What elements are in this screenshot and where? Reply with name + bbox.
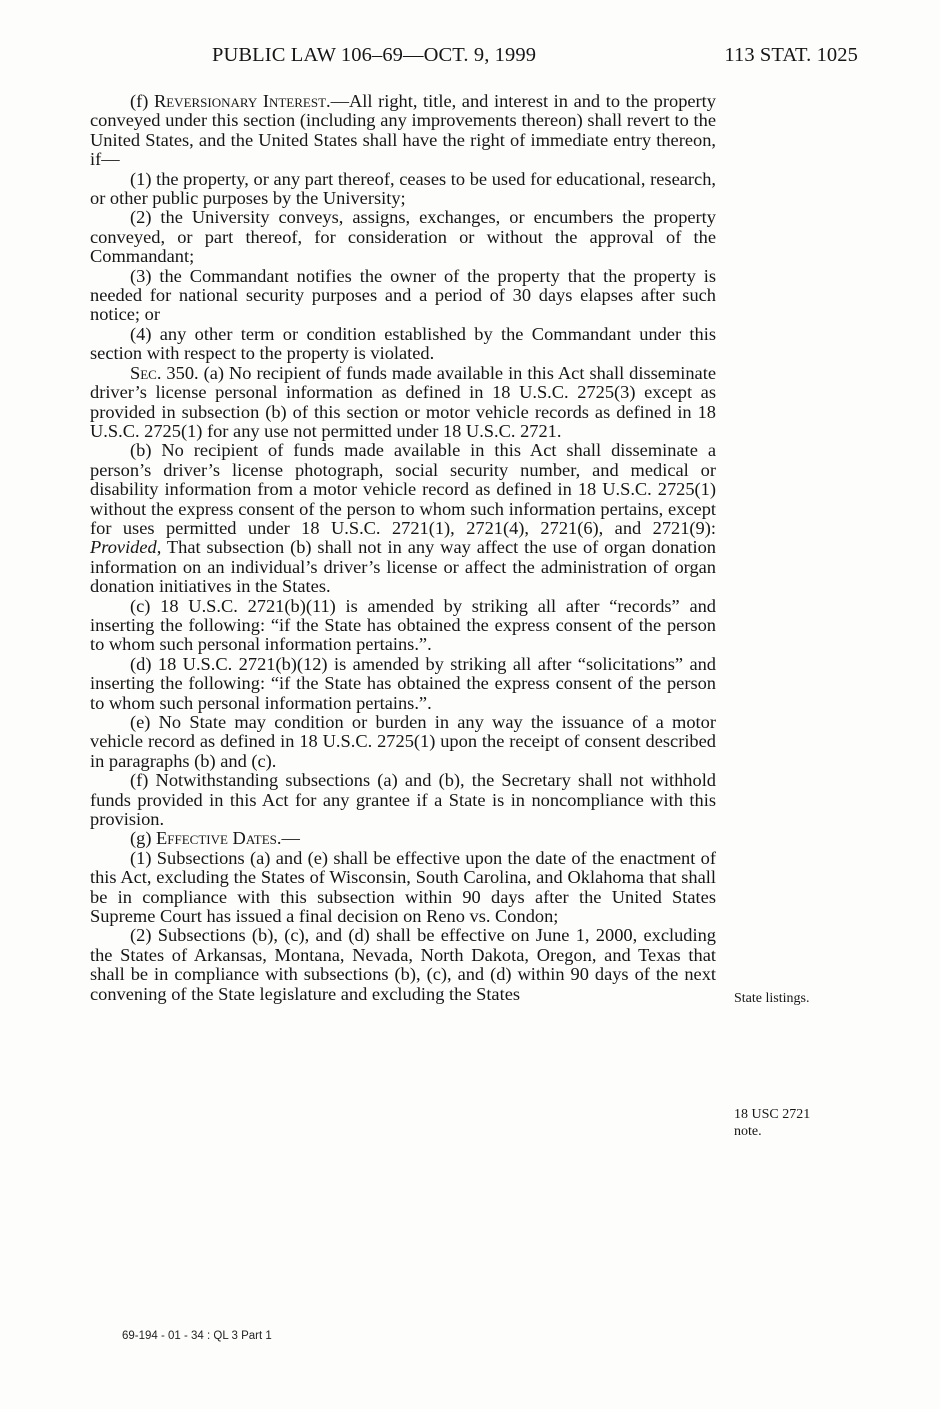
header-stat-citation: 113 STAT. 1025	[724, 44, 858, 66]
section-heading: Effective Dates	[156, 828, 277, 849]
proviso-word: Provided	[90, 537, 157, 558]
paragraph-sec-350-f: (f) Notwithstanding subsections (a) and (b), the Secretary shall not withhold funds provided in this Act for any grantee if a State is in noncompliance with this provision.	[90, 770, 716, 830]
paragraph-item-3: (3) the Commandant notifies the owner of the property that the property is needed for national security purposes and a period of 30 days elapses after such notice; or	[90, 265, 716, 325]
margin-note-usc-citation	[734, 1106, 844, 1140]
margin-note-usc-line2: note.	[734, 1124, 762, 1139]
paragraph-text: (b) No recipient of funds made available in this Act shall disseminate a person’s driver’s license photograph, social security number, and medical or disability information from a motor vehicle record as defined in 18 U.S.C. 2725(1) without the express consent of the person to whom such information pertains, except for uses permitted under 18 U.S.C. 2721(1), 2721(4), 2721(6), and 2721(9):	[90, 440, 716, 538]
paragraph-sec-350-e: (e) No State may condition or burden in any way the issuance of a motor vehicle record as defined in 18 U.S.C. 2725(1) upon the receipt of consent described in paragraphs (b) and (c).	[90, 712, 716, 771]
paragraph-label: (g)	[130, 828, 157, 849]
paragraph-sec-350-d: (d) 18 U.S.C. 2721(b)(12) is amended by striking all after “solicitations” and inserting the following: “if the State has obtained the express consent of the person to whom such personal information pertains.”.	[90, 653, 716, 713]
margin-note-usc-line1: 18 USC 2721	[734, 1107, 811, 1122]
paragraph-text: .—	[276, 828, 300, 849]
paragraph-item-2: (2) the University conveys, assigns, exchanges, or encumbers the property conveyed, or part thereof, for consideration or without the approval of the Commandant;	[90, 207, 716, 267]
paragraph-sec-350-c: (c) 18 U.S.C. 2721(b)(11) is amended by striking all after “records” and inserting the following: “if the State has obtained the express consent of the person to whom such personal information pertains.”.	[90, 595, 716, 655]
paragraph-g-item-2: (2) Subsections (b), (c), and (d) shall be effective on June 1, 2000, excluding the States of Arkansas, Montana, Nevada, North Dakota, Oregon, and Texas that shall be in compliance with subsections (b), (c), and (d) within 90 days of the next convening of the State legislature and excluding the States	[90, 925, 716, 1004]
paragraph-text-after: , That subsection (b) shall not in any way affect the use of organ donation information on an individual’s driver’s license or affect the administration of organ donation initiatives in the States.	[90, 537, 716, 597]
paragraph-text: . 350. (a) No recipient of funds made available in this Act shall disseminate driver’s license personal information as defined in 18 U.S.C. 2725(3) except as provided in subsection (b) of this section or motor vehicle records as defined in 18 U.S.C. 2725(1) for any use not permitted under 18 U.S.C. 2721.	[90, 362, 716, 441]
paragraph-label: (f)	[130, 91, 154, 111]
paragraph-item-1: (1) the property, or any part thereof, ceases to be used for educational, research, or other public purposes by the University;	[90, 168, 716, 209]
paragraph-text: .—All right, title, and interest in and to the property conveyed under this section (including any improvements thereon) shall revert to the United States, and the United States shall have the right of immediate entry thereon, if—	[90, 91, 716, 170]
body-text	[90, 92, 716, 1004]
section-heading: Reversionary Interest	[153, 91, 327, 111]
margin-note-state-listings: State listings.	[734, 991, 810, 1006]
paragraph-f-reversionary-interest	[90, 92, 716, 170]
paragraph-item-4: (4) any other term or condition established by the Commandant under this section with respect to the property is violated.	[90, 323, 716, 364]
paragraph-g-effective-dates	[90, 829, 716, 848]
paragraph-sec-350-b	[90, 441, 716, 596]
page-header	[212, 44, 858, 72]
paragraph-sec-350-a	[90, 364, 716, 442]
paragraph-g-item-1: (1) Subsections (a) and (e) shall be effective upon the date of the enactment of this Act, excluding the States of Wisconsin, South Carolina, and Oklahoma that shall be in compliance with this subsection within 90 days after the United States Supreme Court has issued a final decision on Reno vs. Condon;	[90, 847, 716, 927]
printer-footer-code: 69-194 - 01 - 34 : QL 3 Part 1	[122, 1330, 272, 1342]
section-label: Sec	[130, 362, 157, 383]
header-title: PUBLIC LAW 106–69—OCT. 9, 1999	[212, 44, 537, 66]
